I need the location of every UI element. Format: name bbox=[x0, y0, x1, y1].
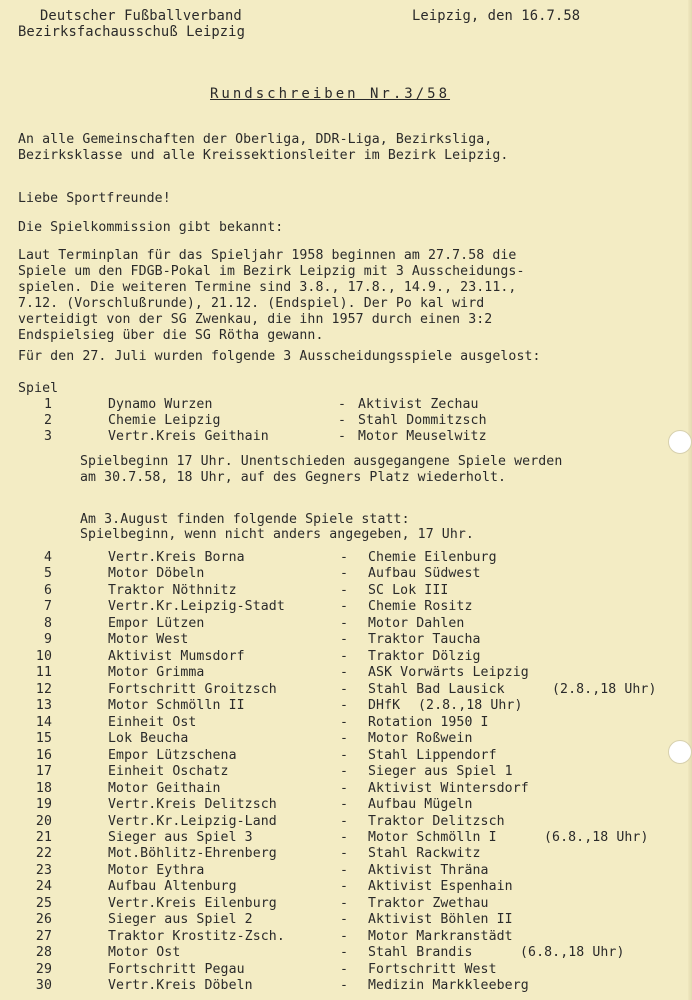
fixture-number: 18 bbox=[35, 781, 52, 796]
fixture-away-team: Motor Schmölln I bbox=[368, 830, 497, 845]
fixture-number: 16 bbox=[35, 748, 52, 763]
fixture-home-team: Traktor Krostitz-Zsch. bbox=[108, 929, 285, 944]
fixture-away-team: Sieger aus Spiel 1 bbox=[368, 764, 513, 779]
fixture-dash: - bbox=[340, 731, 349, 746]
fixture-number: 17 bbox=[35, 764, 52, 779]
fixture-away-team: Medizin Markkleeberg bbox=[368, 978, 529, 993]
fixture-dash: - bbox=[340, 682, 349, 697]
fixture-number: 19 bbox=[35, 797, 52, 812]
fixture-number: 27 bbox=[35, 929, 52, 944]
fixture-dash: - bbox=[340, 764, 349, 779]
fixture-home-team: Einheit Ost bbox=[108, 715, 197, 730]
fixture-dash: - bbox=[338, 413, 347, 428]
fixture-away-team: Stahl Bad Lausick bbox=[368, 682, 505, 697]
fixture-dash: - bbox=[340, 748, 349, 763]
fixture-home-team: Einheit Oschatz bbox=[108, 764, 229, 779]
fixture-home-team: Fortschritt Pegau bbox=[108, 962, 245, 977]
fixture-number: 30 bbox=[35, 978, 52, 993]
fixture-number: 10 bbox=[35, 649, 52, 664]
fixture-away-team: Motor Roßwein bbox=[368, 731, 473, 746]
fixture-number: 25 bbox=[35, 896, 52, 911]
fixture-away-team: Aufbau Südwest bbox=[368, 566, 481, 581]
fixture-dash: - bbox=[340, 616, 349, 631]
fixture-home-team: Empor Lützschena bbox=[108, 748, 237, 763]
fixture-away-team: Traktor Dölzig bbox=[368, 649, 481, 664]
spiel-label: Spiel bbox=[18, 381, 59, 396]
fixture-note: (6.8.,18 Uhr) bbox=[544, 830, 649, 845]
fixture-dash: - bbox=[340, 846, 349, 861]
fixture-number: 22 bbox=[35, 846, 52, 861]
fixture-dash: - bbox=[340, 978, 349, 993]
fixture-dash: - bbox=[340, 945, 349, 960]
fixture-number: 23 bbox=[35, 863, 52, 878]
fixture-number: 26 bbox=[35, 912, 52, 927]
fixture-home-team: Motor Schmölln II bbox=[108, 698, 245, 713]
fixture-home-team: Vertr.Kreis Borna bbox=[108, 550, 245, 565]
fixture-home-team: Vertr.Kr.Leipzig-Stadt bbox=[108, 599, 285, 614]
fixture-dash: - bbox=[340, 814, 349, 829]
fixture-away-team: Motor Markranstädt bbox=[368, 929, 513, 944]
fixture-home-team: Motor West bbox=[108, 632, 189, 647]
fixture-number: 4 bbox=[43, 550, 52, 565]
intro-line: Endspielsieg über die SG Rötha gewann. bbox=[18, 328, 324, 343]
fixture-home-team: Empor Lützen bbox=[108, 616, 205, 631]
fixture-dash: - bbox=[340, 583, 349, 598]
fixture-note: (2.8.,18 Uhr) bbox=[552, 682, 657, 697]
fixture-number: 20 bbox=[35, 814, 52, 829]
fixture-number: 1 bbox=[43, 397, 52, 412]
fixture-home-team: Chemie Leipzig bbox=[108, 413, 221, 428]
fixture-dash: - bbox=[340, 896, 349, 911]
document-title: Rundschreiben Nr.3/58 bbox=[210, 86, 451, 102]
fixture-dash: - bbox=[340, 879, 349, 894]
fixture-dash: - bbox=[340, 698, 349, 713]
fixture-home-team: Sieger aus Spiel 2 bbox=[108, 912, 253, 927]
intro-line: verteidigt von der SG Zwenkau, die ihn 1957 durch einen 3:2 bbox=[18, 312, 493, 327]
fixture-dash: - bbox=[340, 912, 349, 927]
fixture-away-team: Chemie Eilenburg bbox=[368, 550, 497, 565]
fixture-home-team: Lok Beucha bbox=[108, 731, 189, 746]
fixture-away-team: Chemie Rositz bbox=[368, 599, 473, 614]
round2-intro-line: Spielbeginn, wenn nicht anders angegeben, 17 Uhr. bbox=[80, 527, 474, 542]
round2-intro-line: Am 3.August finden folgende Spiele statt: bbox=[80, 512, 410, 527]
fixture-home-team: Aufbau Altenburg bbox=[108, 879, 237, 894]
fixture-away-team: Rotation 1950 I bbox=[368, 715, 489, 730]
letter-date: Leipzig, den 16.7.58 bbox=[412, 8, 581, 24]
fixture-home-team: Motor Döbeln bbox=[108, 566, 205, 581]
fixture-dash: - bbox=[340, 797, 349, 812]
fixture-number: 29 bbox=[35, 962, 52, 977]
addressee-line-2: Bezirksklasse und alle Kreissektionsleiter im Bezirk Leipzig. bbox=[18, 148, 509, 163]
fixture-home-team: Vertr.Kreis Döbeln bbox=[108, 978, 253, 993]
punch-hole bbox=[668, 430, 692, 454]
fixture-number: 12 bbox=[35, 682, 52, 697]
fixture-away-team: Aktivist Thräna bbox=[368, 863, 489, 878]
fixture-home-team: Vertr.Kr.Leipzig-Land bbox=[108, 814, 277, 829]
org-line-1: Deutscher Fußballverband bbox=[40, 8, 242, 24]
fixture-home-team: Motor Grimma bbox=[108, 665, 205, 680]
fixture-home-team: Vertr.Kreis Eilenburg bbox=[108, 896, 277, 911]
fixture-away-team: DHfK bbox=[368, 698, 401, 713]
fixture-away-team: Stahl Rackwitz bbox=[368, 846, 481, 861]
fixture-number: 14 bbox=[35, 715, 52, 730]
fixture-number: 13 bbox=[35, 698, 52, 713]
fixture-dash: - bbox=[340, 863, 349, 878]
intro-line: Laut Terminplan für das Spieljahr 1958 beginnen am 27.7.58 die bbox=[18, 248, 517, 263]
fixture-number: 7 bbox=[43, 599, 52, 614]
salutation: Liebe Sportfreunde! bbox=[18, 191, 171, 206]
punch-hole bbox=[668, 740, 692, 764]
fixture-away-team: Traktor Delitzsch bbox=[368, 814, 505, 829]
fixture-number: 6 bbox=[43, 583, 52, 598]
fixture-home-team: Mot.Böhlitz-Ehrenberg bbox=[108, 846, 277, 861]
fixture-dash: - bbox=[340, 649, 349, 664]
fixture-dash: - bbox=[340, 830, 349, 845]
fixture-home-team: Sieger aus Spiel 3 bbox=[108, 830, 253, 845]
fixture-away-team: Aufbau Mügeln bbox=[368, 797, 473, 812]
fixture-number: 5 bbox=[43, 566, 52, 581]
fixture-number: 15 bbox=[35, 731, 52, 746]
org-line-2: Bezirksfachausschuß Leipzig bbox=[18, 24, 245, 40]
fixture-away-team: ASK Vorwärts Leipzig bbox=[368, 665, 529, 680]
fixture-home-team: Fortschritt Groitzsch bbox=[108, 682, 277, 697]
fixture-number: 3 bbox=[43, 429, 52, 444]
fixture-away-team: Motor Meuselwitz bbox=[358, 429, 487, 444]
fixture-home-team: Motor Geithain bbox=[108, 781, 221, 796]
fixture-dash: - bbox=[338, 429, 347, 444]
fixture-home-team: Motor Ost bbox=[108, 945, 181, 960]
fixture-home-team: Dynamo Wurzen bbox=[108, 397, 213, 412]
intro-line: 7.12. (Vorschlußrunde), 21.12. (Endspiel). Der Po kal wird bbox=[18, 296, 485, 311]
fixture-away-team: Aktivist Wintersdorf bbox=[368, 781, 529, 796]
draw-intro: Für den 27. Juli wurden folgende 3 Ausscheidungsspiele ausgelost: bbox=[18, 349, 541, 364]
fixture-away-team: Traktor Taucha bbox=[368, 632, 481, 647]
fixture-dash: - bbox=[340, 550, 349, 565]
round1-note-line: Spielbeginn 17 Uhr. Unentschieden ausgegangene Spiele werden bbox=[80, 454, 563, 469]
fixture-away-team: Motor Dahlen bbox=[368, 616, 465, 631]
fixture-away-team: SC Lok III bbox=[368, 583, 449, 598]
fixture-away-team: Aktivist Espenhain bbox=[368, 879, 513, 894]
fixture-number: 11 bbox=[35, 665, 52, 680]
fixture-dash: - bbox=[340, 781, 349, 796]
fixture-dash: - bbox=[340, 566, 349, 581]
fixture-away-team: Traktor Zwethau bbox=[368, 896, 489, 911]
fixture-number: 28 bbox=[35, 945, 52, 960]
fixture-note: (6.8.,18 Uhr) bbox=[520, 945, 625, 960]
addressee-line-1: An alle Gemeinschaften der Oberliga, DDR-Liga, Bezirksliga, bbox=[18, 132, 493, 147]
intro-line: Spiele um den FDGB-Pokal im Bezirk Leipzig mit 3 Ausscheidungs- bbox=[18, 264, 525, 279]
fixture-number: 2 bbox=[43, 413, 52, 428]
fixture-note: (2.8.,18 Uhr) bbox=[418, 698, 523, 713]
fixture-home-team: Vertr.Kreis Delitzsch bbox=[108, 797, 277, 812]
fixture-home-team: Traktor Nöthnitz bbox=[108, 583, 237, 598]
fixture-dash: - bbox=[340, 665, 349, 680]
fixture-home-team: Vertr.Kreis Geithain bbox=[108, 429, 269, 444]
announcement: Die Spielkommission gibt bekannt: bbox=[18, 220, 284, 235]
fixture-number: 9 bbox=[43, 632, 52, 647]
fixture-away-team: Aktivist Böhlen II bbox=[368, 912, 513, 927]
fixture-away-team: Stahl Lippendorf bbox=[368, 748, 497, 763]
fixture-number: 21 bbox=[35, 830, 52, 845]
fixture-home-team: Aktivist Mumsdorf bbox=[108, 649, 245, 664]
fixture-dash: - bbox=[340, 715, 349, 730]
fixture-dash: - bbox=[338, 397, 347, 412]
fixture-away-team: Stahl Brandis bbox=[368, 945, 473, 960]
fixture-away-team: Stahl Dommitzsch bbox=[358, 413, 487, 428]
fixture-number: 24 bbox=[35, 879, 52, 894]
fixture-home-team: Motor Eythra bbox=[108, 863, 205, 878]
round1-note-line: am 30.7.58, 18 Uhr, auf des Gegners Platz wiederholt. bbox=[80, 470, 507, 485]
paper-edge bbox=[688, 0, 692, 1000]
fixture-away-team: Aktivist Zechau bbox=[358, 397, 479, 412]
fixture-number: 8 bbox=[43, 616, 52, 631]
fixture-dash: - bbox=[340, 599, 349, 614]
fixture-dash: - bbox=[340, 632, 349, 647]
fixture-away-team: Fortschritt West bbox=[368, 962, 497, 977]
intro-line: spielen. Die weiteren Termine sind 3.8., 17.8., 14.9., 23.11., bbox=[18, 280, 517, 295]
fixture-dash: - bbox=[340, 929, 349, 944]
fixture-dash: - bbox=[340, 962, 349, 977]
